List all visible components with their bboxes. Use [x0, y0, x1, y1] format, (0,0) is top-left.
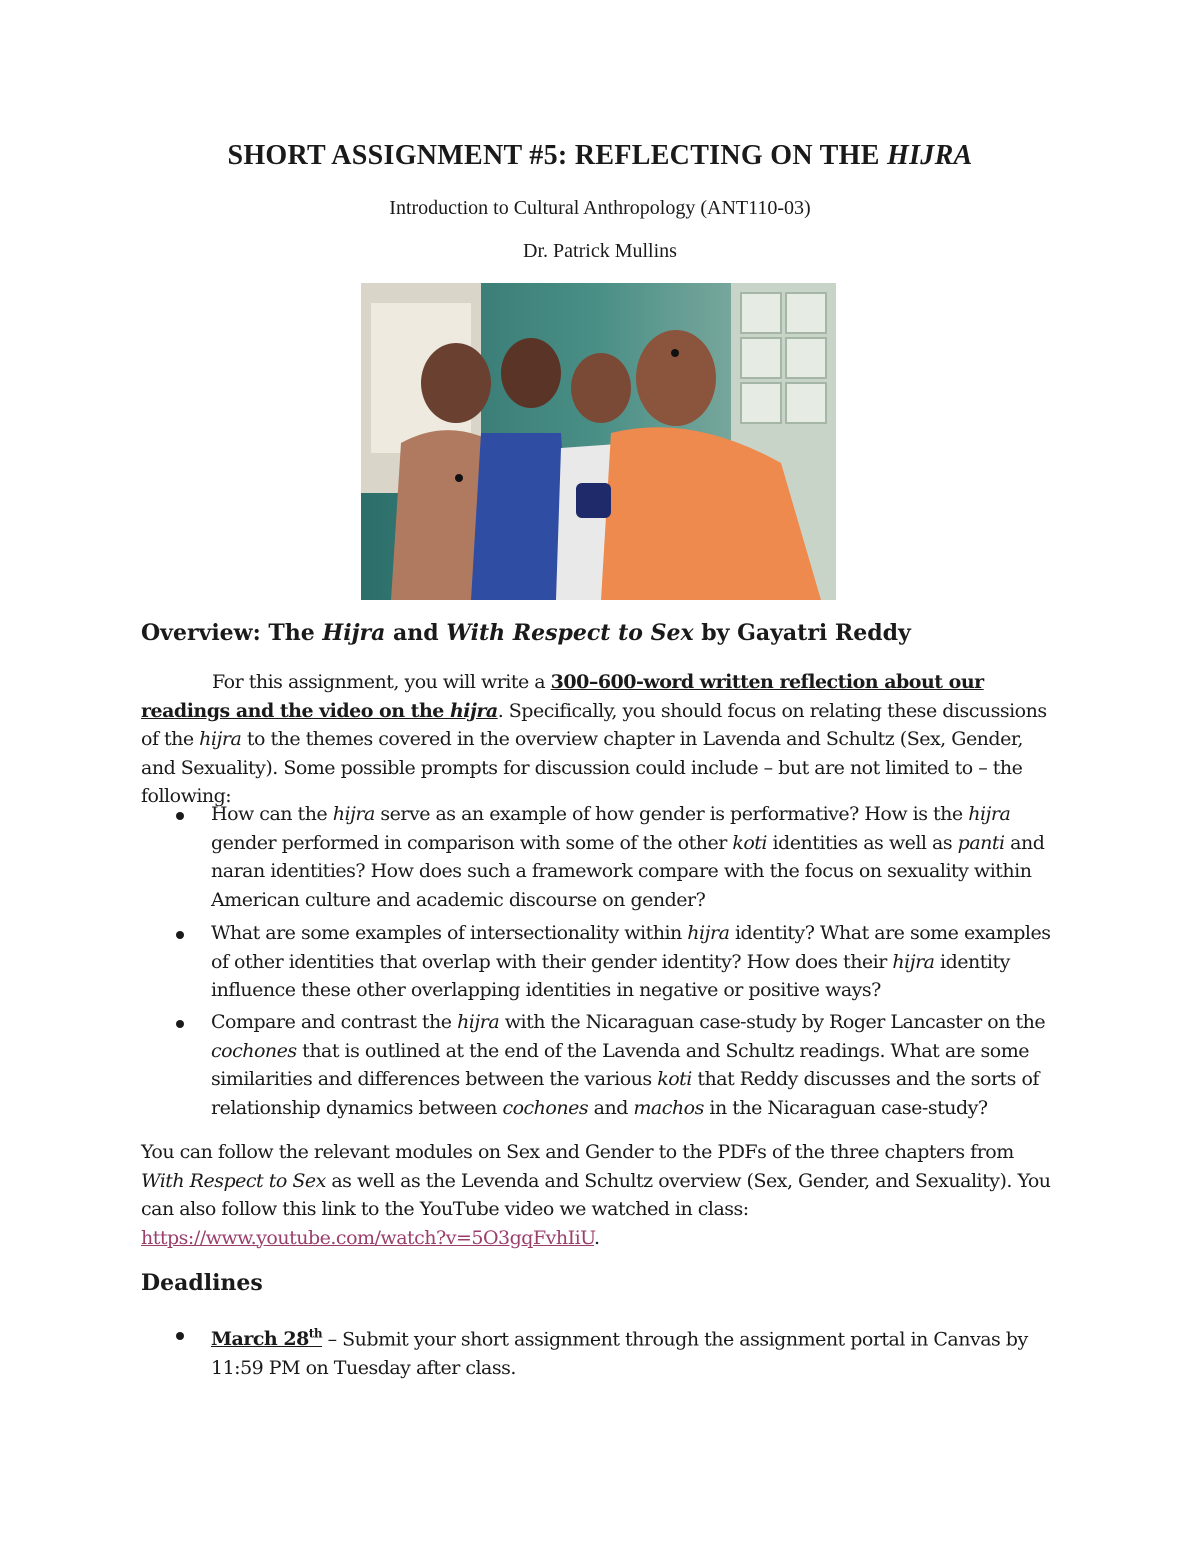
word-count-requirement: 300–600-word written reflection about our readings and the video on the hijra	[141, 671, 984, 722]
bullet-marker	[176, 812, 184, 820]
prompt-item-2: What are some examples of intersectionality within hijra identity? What are some examples of other identities that overlap with their gender identity? How does their hijra identity influence these other overlapping identities in negative or positive ways?	[211, 922, 1051, 1001]
instructor-name: Dr. Patrick Mullins	[523, 240, 677, 262]
prompt-item-1: How can the hijra serve as an example of how gender is performative? How is the hijra gender performed in comparison with some of the other koti identities as well as panti and naran identities? How does such a framework compare with the focus on sexuality within American culture and academic discourse on gender?	[211, 803, 1045, 911]
hijra-group-photo	[361, 283, 836, 600]
bullet-marker	[176, 931, 184, 939]
overview-heading: Overview: The Hijra and With Respect to Sex by Gayatri Reddy	[141, 620, 911, 646]
resources-paragraph: You can follow the relevant modules on Sex and Gender to the PDFs of the three chapters from With Respect to Sex as well as the Levenda and Schultz overview (Sex, Gender, and Sexuality). You can also follow this link to the YouTube video we watched in class: https://www.youtube.com/watch?v=5O3gqFvhIiU.	[141, 1141, 1051, 1249]
bullet-marker	[176, 1020, 184, 1028]
deadline-item-1: March 28th – Submit your short assignment through the assignment portal in Canvas by 11:59 PM on Tuesday after class.	[211, 1327, 1028, 1379]
prompt-item-3: Compare and contrast the hijra with the Nicaraguan case-study by Roger Lancaster on the cochones that is outlined at the end of the Lavenda and Schultz readings. What are some similarities and differences between the various koti that Reddy discusses and the sorts of relationship dynamics between cochones and machos in the Nicaraguan case-study?	[211, 1011, 1046, 1119]
deadline-date: March 28th	[211, 1327, 323, 1351]
youtube-video-link[interactable]: https://www.youtube.com/watch?v=5O3gqFvhIiU	[141, 1226, 594, 1249]
course-name: Introduction to Cultural Anthropology (ANT110-03)	[389, 197, 811, 219]
page-title: SHORT ASSIGNMENT #5: REFLECTING ON THE HIJRA	[227, 140, 973, 171]
deadlines-heading: Deadlines	[141, 1270, 263, 1296]
overview-paragraph: For this assignment, you will write a 300–600-word written reflection about our readings and the video on the hijra. Specifically, you should focus on relating these discussions of the hijra to the themes covered in the overview chapter in Lavenda and Schultz (Sex, Gender, and Sexuality). Some possible prompts for discussion could include – but are not limited to – the following:	[141, 671, 1047, 807]
bullet-marker	[176, 1332, 184, 1340]
